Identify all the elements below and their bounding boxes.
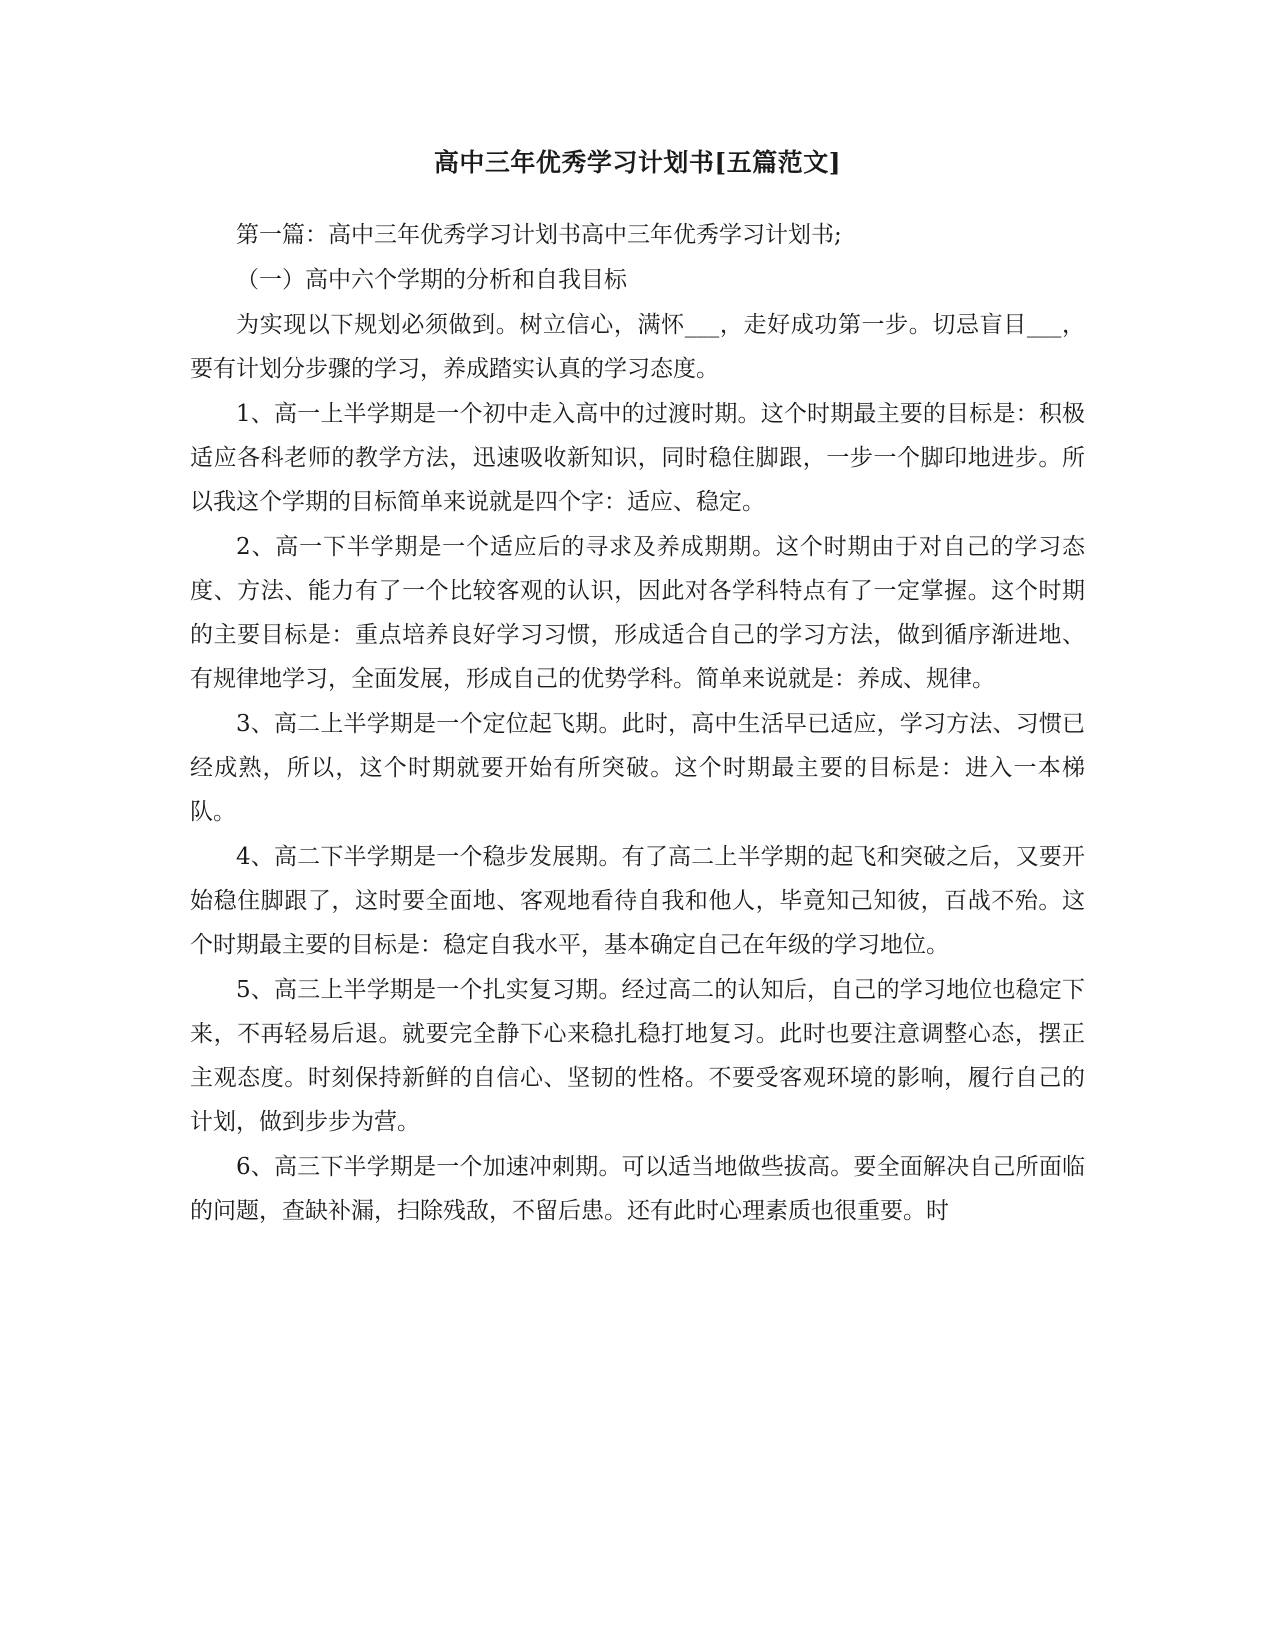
paragraph-chapter-heading: 第一篇：高中三年优秀学习计划书高中三年优秀学习计划书;: [236, 222, 842, 248]
paragraph-item-6: 6、高三下半学期是一个加速冲刺期。可以适当地做些拔高。要全面解决自己所面临的问题，查缺补漏，扫除残敌，不留后患。还有此时心理素质也很重要。时: [190, 1154, 1085, 1224]
paragraph-item-1: 1、高一上半学期是一个初中走入高中的过渡时期。这个时期最主要的目标是：积极适应各科老师的教学方法，迅速吸收新知识，同时稳住脚跟，一步一个脚印地进步。所以我这个学期的目标简单来说就是四个字：适应、稳定。: [190, 401, 1085, 515]
paragraph-item-2: 2、高一下半学期是一个适应后的寻求及养成期期。这个时期由于对自己的学习态度、方法、能力有了一个比较客观的认识，因此对各学科特点有了一定掌握。这个时期的主要目标是：重点培养良好学习习惯，形成适合自己的学习方法，做到循序渐进地、有规律地学习，全面发展，形成自己的优势学科。简单来说就是：养成、规律。: [190, 534, 1085, 692]
paragraph-item-5: 5、高三上半学期是一个扎实复习期。经过高二的认知后，自己的学习地位也稳定下来，不再轻易后退。就要完全静下心来稳扎稳打地复习。此时也要注意调整心态，摆正主观态度。时刻保持新鲜的自信心、坚韧的性格。不要受客观环境的影响，履行自己的计划，做到步步为营。: [190, 977, 1085, 1135]
document-title: 高中三年优秀学习计划书[五篇范文]: [433, 148, 842, 177]
paragraph-item-4: 4、高二下半学期是一个稳步发展期。有了高二上半学期的起飞和突破之后，又要开始稳住脚跟了，这时要全面地、客观地看待自我和他人，毕竟知己知彼，百战不殆。这个时期最主要的目标是：稳定自我水平，基本确定自己在年级的学习地位。: [190, 844, 1085, 958]
paragraph-section-heading: （一）高中六个学期的分析和自我目标: [236, 267, 627, 293]
document-body: [190, 146, 1085, 1234]
paragraph-intro: 为实现以下规划必须做到。树立信心，满怀___，走好成功第一步。切忌盲目___，要有计划分步骤的学习，养成踏实认真的学习态度。: [190, 312, 1085, 382]
paragraph-item-3: 3、高二上半学期是一个定位起飞期。此时，高中生活早已适应，学习方法、习惯已经成熟，所以，这个时期就要开始有所突破。这个时期最主要的目标是：进入一本梯队。: [190, 711, 1085, 825]
